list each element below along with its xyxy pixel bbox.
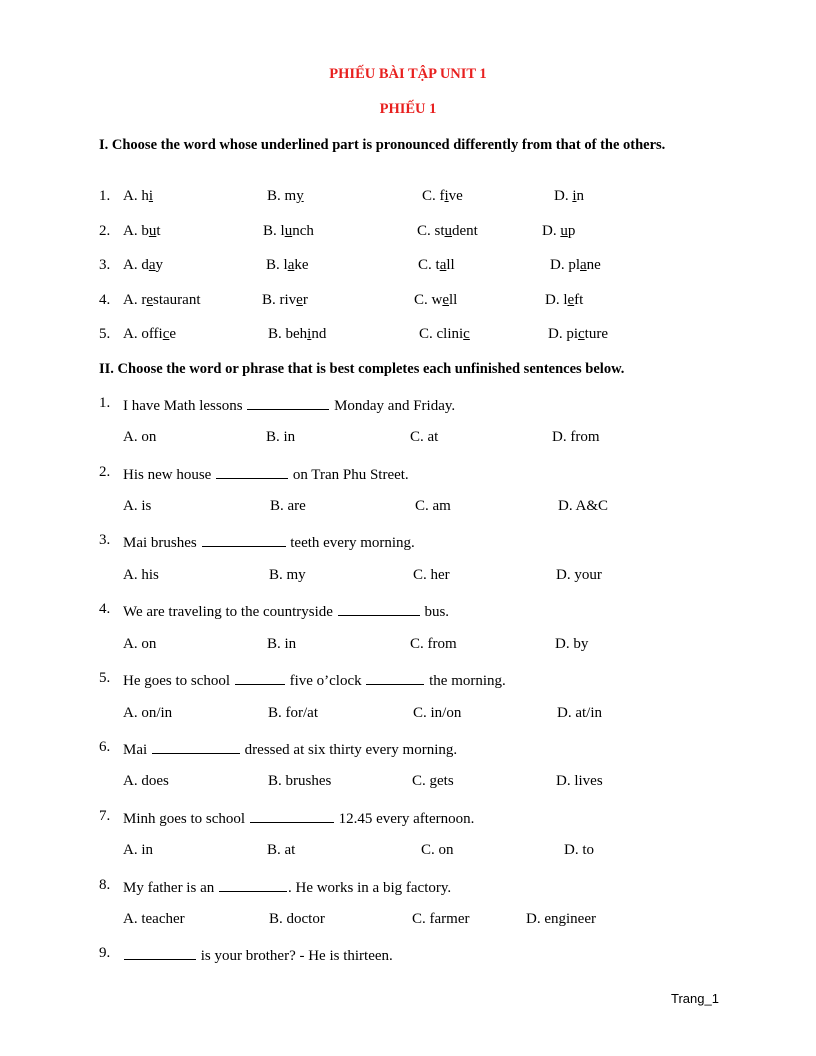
option-text: y [155,257,164,273]
answer-blank [216,464,288,479]
options-row [0,636,816,654]
sentence-part: My father is an [123,880,215,896]
underlined-letter: i [307,326,312,342]
sentence-part: the morning. [429,673,506,689]
question-text [123,945,393,965]
option-text: D. [554,188,573,204]
underlined-letter: y [296,188,304,204]
option-text: ft [574,292,584,308]
option-text: D. pl [550,257,580,273]
answer-option: A. on/in [123,705,173,721]
underlined-letter: e [442,292,450,308]
options-row [0,429,816,447]
question-number: 6. [99,739,111,755]
question-text [123,464,409,484]
answer-option [123,223,161,240]
answer-option [418,257,455,274]
answer-option [262,292,308,309]
sentence-part: We are traveling to the countryside [123,604,333,620]
answer-option [123,292,200,309]
option-text: t [156,223,161,239]
answer-blank [235,670,285,685]
options-row [0,567,816,585]
answer-option [123,326,176,343]
option-text: dent [452,223,478,239]
underlined-letter: i [444,188,449,204]
question-text [123,808,474,828]
option-text: staurant [153,292,201,308]
answer-option: C. farmer [412,911,470,927]
question-row [0,877,816,895]
question-number: 5. [99,670,111,686]
question-number: 5. [99,326,111,342]
answer-option: C. at [410,429,439,445]
worksheet-title: PHIẾU BÀI TẬP UNIT 1 [329,66,487,82]
answer-option: D. lives [556,773,603,789]
question-row [0,739,816,757]
question-number: 4. [99,292,111,308]
answer-blank [247,395,329,410]
answer-option [414,292,457,309]
option-text: ve [448,188,463,204]
question-row [0,326,816,344]
underlined-letter: u [284,223,293,239]
option-text: nd [311,326,327,342]
sentence-part: bus. [424,604,450,620]
answer-option: B. for/at [268,705,318,721]
answer-option [419,326,470,343]
answer-option: C. on [421,842,454,858]
answer-option: C. am [415,498,451,514]
option-text: n [576,188,585,204]
option-text: B. l [263,223,285,239]
sentence-part: is your brother? - He is thirteen. [200,948,393,964]
question-number: 2. [99,464,111,480]
answer-blank [124,945,196,960]
answer-option [550,257,601,274]
option-text: ll [446,257,455,273]
options-row [0,498,816,516]
question-row [0,945,816,963]
answer-option: A. does [123,773,169,789]
answer-option: B. in [266,429,296,445]
answer-option [267,188,304,205]
options-row [0,911,816,929]
question-number: 2. [99,223,111,239]
option-text: C. clini [419,326,464,342]
underlined-letter: c [463,326,470,342]
question-row [0,601,816,619]
underlined-letter: e [567,292,575,308]
options-row [0,773,816,791]
sentence-part: . He works in a big factory. [287,880,452,896]
answer-option: A. is [123,498,152,514]
answer-option: A. on [123,429,157,445]
sentence-part: He goes to school [123,673,231,689]
answer-option: C. her [413,567,450,583]
answer-option: A. his [123,567,159,583]
sentence-part: Monday and Friday. [334,398,456,414]
underlined-letter: c [162,326,170,342]
option-text: D. [542,223,561,239]
option-text: A. r [123,292,147,308]
sentence-part: dressed at six thirty every morning. [244,742,458,758]
answer-blank [250,808,334,823]
sentence-part: Mai [123,742,148,758]
answer-option [266,257,309,274]
answer-option: D. from [552,429,600,445]
answer-option [263,223,314,240]
underlined-letter: u [444,223,453,239]
sentence-part: His new house [123,467,212,483]
answer-option: A. in [123,842,153,858]
sentence-part: Minh goes to school [123,811,246,827]
option-text: nch [292,223,314,239]
sentence-part: teeth every morning. [290,535,415,551]
option-text: D. l [545,292,568,308]
option-text: A. d [123,257,149,273]
underlined-letter: i [572,188,577,204]
question-number: 8. [99,877,111,893]
answer-option: C. gets [412,773,454,789]
answer-option [554,188,584,205]
answer-option: D. A&C [558,498,609,514]
answer-option [545,292,583,309]
underlined-letter: c [578,326,585,342]
underlined-letter: u [560,223,568,239]
answer-option [123,257,163,274]
option-text: B. riv [262,292,297,308]
sentence-part: Mai brushes [123,535,197,551]
answer-option: B. in [267,636,297,652]
sentence-part: five o’clock [289,673,362,689]
sentence-part: I have Math lessons [123,398,243,414]
answer-option: D. engineer [526,911,596,927]
question-text [123,532,415,552]
underlined-letter: e [146,292,153,308]
question-row [0,395,816,413]
option-text: B. l [266,257,288,273]
answer-option: C. from [410,636,457,652]
answer-option: B. brushes [268,773,332,789]
answer-option: C. in/on [413,705,462,721]
question-text [123,670,506,690]
option-text: p [567,223,576,239]
option-text: ke [294,257,309,273]
question-text [123,601,449,621]
answer-option [268,326,326,343]
option-text: e [169,326,177,342]
question-number: 3. [99,532,111,548]
question-number: 9. [99,945,111,961]
question-row [0,532,816,550]
sentence-part: 12.45 every afternoon. [338,811,475,827]
question-row [0,257,816,275]
question-text [123,739,457,759]
sentence-part: on Tran Phu Street. [292,467,409,483]
question-row [0,188,816,206]
answer-option [123,188,153,205]
option-text: ne [586,257,601,273]
page-footer: Trang_1 [671,991,719,1006]
option-text: B. beh [268,326,308,342]
question-number: 1. [99,395,111,411]
question-row [0,670,816,688]
options-row [0,842,816,860]
question-number: 7. [99,808,111,824]
underlined-letter: e [296,292,303,308]
section-2-heading: II. Choose the word or phrase that is best completes each unfinished sentences below. [99,361,625,377]
option-text: r [302,292,308,308]
question-row [0,292,816,310]
answer-option: B. at [267,842,296,858]
question-text [123,877,451,897]
answer-option: B. doctor [269,911,325,927]
option-text: B. m [267,188,297,204]
option-text: C. st [417,223,445,239]
answer-blank [338,601,420,616]
underlined-letter: u [148,223,157,239]
options-row [0,705,816,723]
underlined-letter: a [439,257,447,273]
option-text: A. offi [123,326,163,342]
answer-blank [152,739,240,754]
option-text: D. pi [548,326,578,342]
answer-option: D. your [556,567,602,583]
answer-blank [219,877,287,892]
question-row [0,223,816,241]
option-text: A. h [123,188,149,204]
section-1-heading: I. Choose the word whose underlined part is pronounced differently from that of the others. [99,137,666,153]
option-text: ll [449,292,458,308]
option-text: C. w [414,292,443,308]
question-text [123,395,455,415]
answer-option: A. on [123,636,157,652]
question-number: 1. [99,188,111,204]
answer-option: A. teacher [123,911,185,927]
answer-option: D. at/in [557,705,602,721]
answer-option [542,223,575,240]
underlined-letter: a [287,257,295,273]
answer-option: D. to [564,842,594,858]
answer-option: B. my [269,567,306,583]
answer-blank [202,532,286,547]
option-text: ture [584,326,608,342]
underlined-letter: i [148,188,154,204]
question-number: 4. [99,601,111,617]
option-text: C. f [422,188,445,204]
answer-option: D. by [555,636,589,652]
underlined-letter: a [148,257,156,273]
question-row [0,464,816,482]
worksheet-subtitle: PHIẾU 1 [379,101,437,117]
answer-blank [366,670,424,685]
underlined-letter: a [580,257,587,273]
answer-option [417,223,478,240]
option-text: C. t [418,257,440,273]
answer-option [422,188,463,205]
question-row [0,808,816,826]
option-text: A. b [123,223,149,239]
question-number: 3. [99,257,111,273]
answer-option: B. are [270,498,306,514]
answer-option [548,326,608,343]
